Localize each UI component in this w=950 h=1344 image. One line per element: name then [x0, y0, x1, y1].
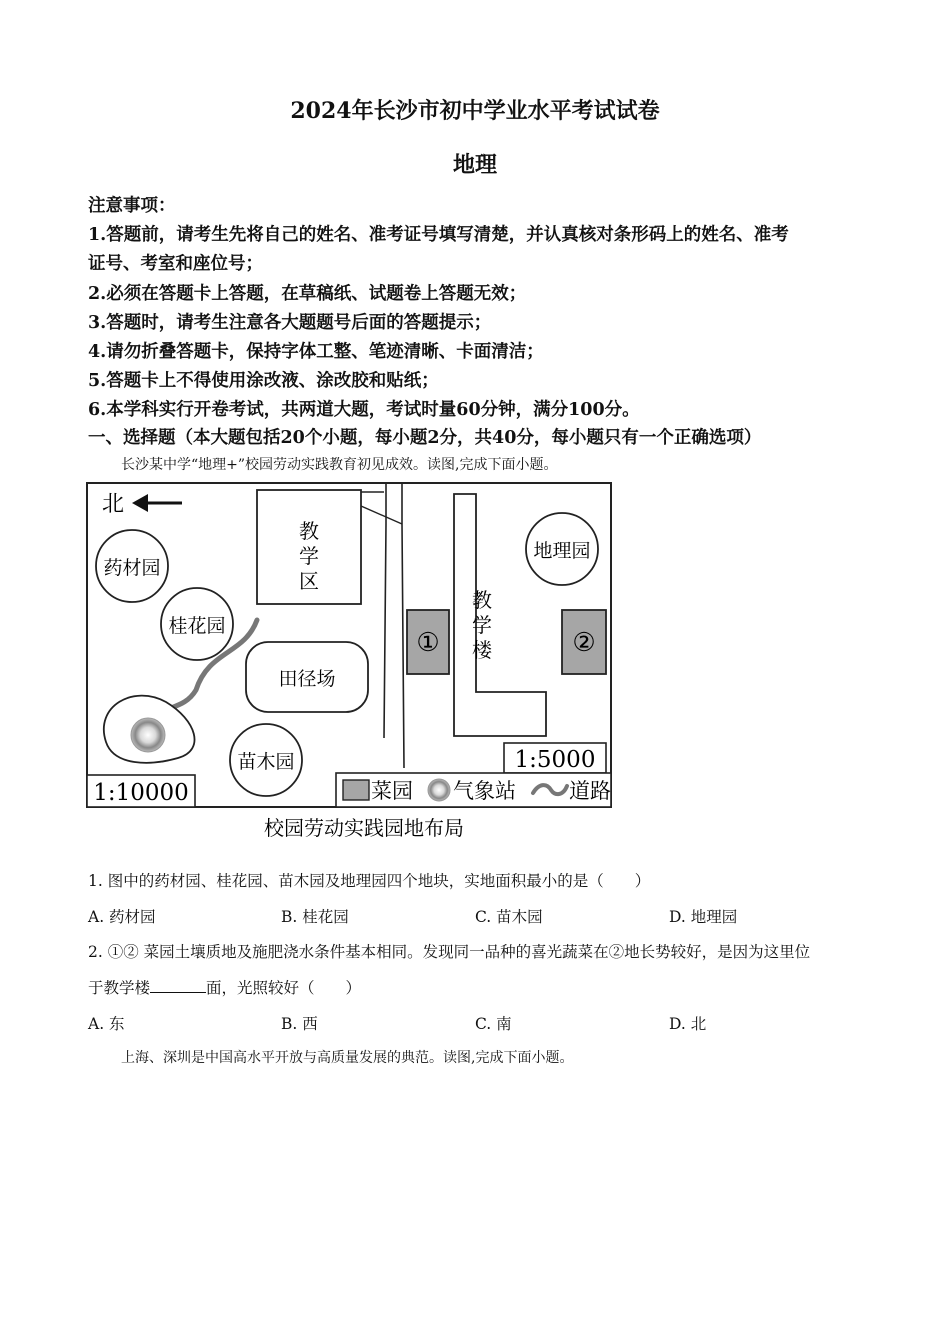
teaching-area-label-2: 学 [299, 544, 319, 568]
geography-garden-label: 地理园 [533, 540, 591, 562]
question-1-option-a[interactable]: A. 药材园 [88, 908, 156, 926]
intro-text-2: 上海、深圳是中国高水平开放与高质量发展的典范。读图,完成下面小题。 [121, 1050, 574, 1066]
weather-station-icon [131, 718, 165, 752]
notice-item-6: 6.本学科实行开卷考试，共两道大题，考试时量60分钟，满分100分。 [88, 400, 640, 420]
notice-item-3: 3.答题时，请考生注意各大题题号后面的答题提示； [88, 313, 492, 333]
osmanthus-garden-label: 桂花园 [168, 615, 226, 637]
notice-heading: 注意事项： [88, 196, 176, 216]
question-2-option-c[interactable]: C. 南 [475, 1015, 512, 1033]
notice-item-2: 2.必须在答题卡上答题，在草稿纸、试题卷上答题无效； [88, 284, 527, 304]
question-2-option-d[interactable]: D. 北 [669, 1015, 707, 1033]
vegetable-plot-1-label: ① [416, 628, 440, 658]
question-2-option-a[interactable]: A. 东 [88, 1015, 125, 1033]
scale-right: 1:5000 [514, 747, 596, 773]
notice-item-1-cont: 证号、考室和座位号； [88, 254, 263, 274]
campus-map [84, 480, 614, 842]
question-1-stem: 1. 图中的药材园、桂花园、苗木园及地理园四个地块，实地面积最小的是（ ） [88, 872, 651, 890]
nursery-garden-label: 苗木园 [237, 751, 295, 773]
teaching-area-label-3: 区 [299, 569, 319, 593]
map-caption: 校园劳动实践园地布局 [264, 816, 464, 840]
legend-weather-icon [428, 779, 450, 801]
herb-garden-label: 药材园 [103, 557, 161, 579]
track-field-label: 田径场 [278, 668, 336, 690]
teaching-building-label-3: 楼 [472, 638, 492, 662]
legend-weather-label: 气象站 [453, 779, 516, 803]
notice-item-4: 4.请勿折叠答题卡，保持字体工整、笔迹清晰、卡面清洁； [88, 342, 544, 362]
question-1-option-c[interactable]: C. 苗木园 [475, 908, 543, 926]
teaching-building-label-1: 教 [472, 588, 492, 612]
legend-vegetable-label: 菜园 [371, 779, 413, 803]
question-1-option-d[interactable]: D. 地理园 [669, 908, 738, 926]
legend-road-label: 道路 [569, 779, 611, 803]
question-2-stem-text-b: 面，光照较好（ ） [206, 979, 362, 997]
question-2-stem-line-2 [88, 976, 361, 998]
subject-title: 地理 [452, 152, 497, 178]
notice-item-1: 1.答题前，请考生先将自己的姓名、准考证号填写清楚，并认真核对条形码上的姓名、准考 [88, 225, 789, 245]
section-heading: 一、选择题（本大题包括20个小题，每小题2分，共40分，每小题只有一个正确选项） [88, 428, 762, 448]
notice-item-5: 5.答题卡上不得使用涂改液、涂改胶和贴纸； [88, 371, 439, 391]
teaching-area-label-1: 教 [299, 519, 319, 543]
teaching-building-label-2: 学 [472, 613, 492, 637]
intro-text-1: 长沙某中学“地理+”校园劳动实践教育初见成效。读图,完成下面小题。 [121, 457, 558, 473]
legend-vegetable-icon [343, 780, 369, 800]
question-2-stem-text-a: 于教学楼 [88, 979, 151, 997]
page-title: 2024年长沙市初中学业水平考试试卷 [290, 98, 660, 124]
question-2-stem-line-1: 2. ①② 菜园土壤质地及施肥浇水条件基本相同。发现同一品种的喜光蔬菜在②地长势较好，是因为这里位 [88, 943, 811, 961]
question-2-option-b[interactable]: B. 西 [281, 1015, 318, 1033]
north-label: 北 [102, 492, 125, 517]
answer-blank [150, 978, 206, 993]
scale-left: 1:10000 [93, 780, 189, 806]
vegetable-plot-2-label: ② [572, 628, 596, 658]
question-1-option-b[interactable]: B. 桂花园 [281, 908, 349, 926]
